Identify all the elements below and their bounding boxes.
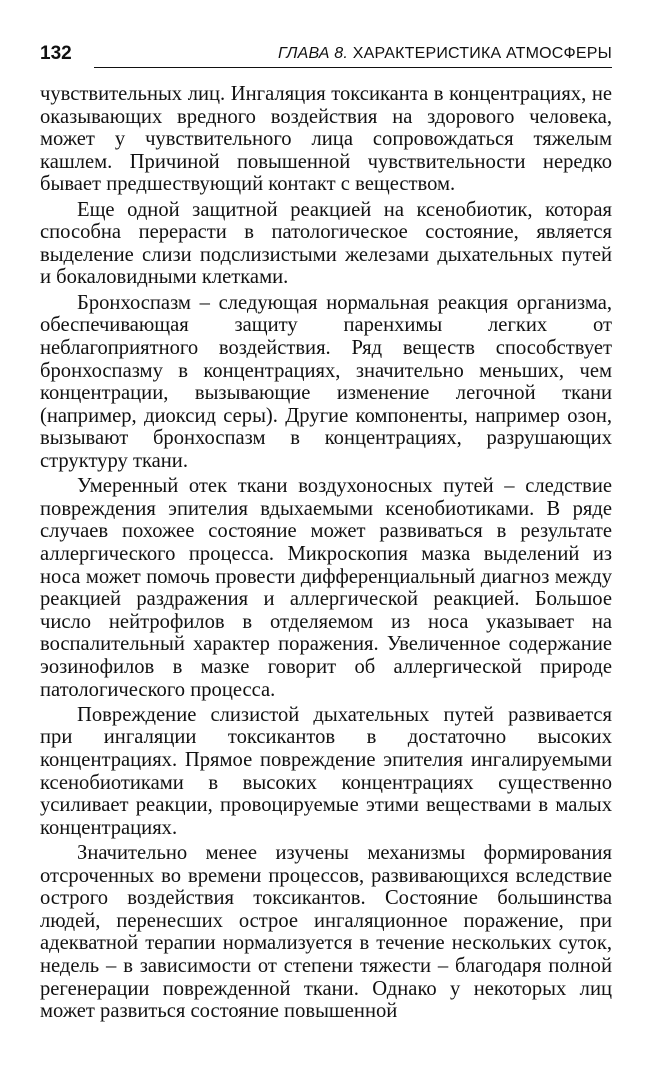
header-rule	[94, 67, 612, 68]
paragraph-continued: чувствительных лиц. Ингаляция токсиканта в концентрациях, не оказывающих вредного воздействия на здорового человека, может у чувствительного лица сопровождаться тяжелым кашлем. Причиной повышенной чувствительности нередко бывает предшествующий контакт с веществом.	[40, 83, 612, 196]
paragraph: Умеренный отек ткани воздухоносных путей – следствие повреждения эпителия вдыхаемыми ксенобиотиками. В ряде случаев похожее состояние может развиваться в результате аллергического процесса. Микроскопия мазка выделений из носа может помочь провести дифференциальный диагноз между реакцией раздражения и аллергической реакцией. Большое число нейтрофилов в отделяемом из носа указывает на воспалительный характер поражения. Увеличенное содержание эозинофилов в мазке говорит об аллергической природе патологического процесса.	[40, 475, 612, 701]
paragraph: Повреждение слизистой дыхательных путей развивается при ингаляции токсикантов в достаточно высоких концентрациях. Прямое повреждение эпителия ингалируемыми ксенобиотиками в высоких концентрациях существенно усиливает реакции, провоцируемые этими веществами в малых концентрациях.	[40, 703, 612, 839]
page-header	[40, 40, 612, 70]
page-number: 132	[40, 43, 72, 64]
chapter-label: ГЛАВА 8.	[278, 45, 349, 62]
paragraph: Еще одной защитной реакцией на ксенобиотик, которая способна перерасти в патологическое состояние, является выделение слизи подслизистыми железами дыхательных путей и бокаловидными клетками.	[40, 198, 612, 289]
body-text	[40, 83, 612, 1023]
paragraph: Значительно менее изучены механизмы формирования отсроченных во времени процессов, развивающихся вследствие острого воздействия токсикантов. Состояние большинства людей, перенесших острое ингаляционное поражение, при адекватной терапии нормализуется в течение нескольких суток, недель – в зависимости от степени тяжести – благодаря полной регенерации поврежденной ткани. Однако у некоторых лиц может развиться состояние повышенной	[40, 842, 612, 1023]
running-title	[278, 44, 612, 64]
paragraph: Бронхоспазм – следующая нормальная реакция организма, обеспечивающая защиту паренхимы легких от неблагоприятного воздействия. Ряд веществ способствует бронхоспазму в концентрациях, значительно меньших, чем концентрации, вызывающие изменение легочной ткани (например, диоксид серы). Другие компоненты, например озон, вызывают бронхоспазм в концентрациях, разрушающих структуру ткани.	[40, 291, 612, 472]
chapter-title: ХАРАКТЕРИСТИКА АТМОСФЕРЫ	[352, 45, 612, 62]
